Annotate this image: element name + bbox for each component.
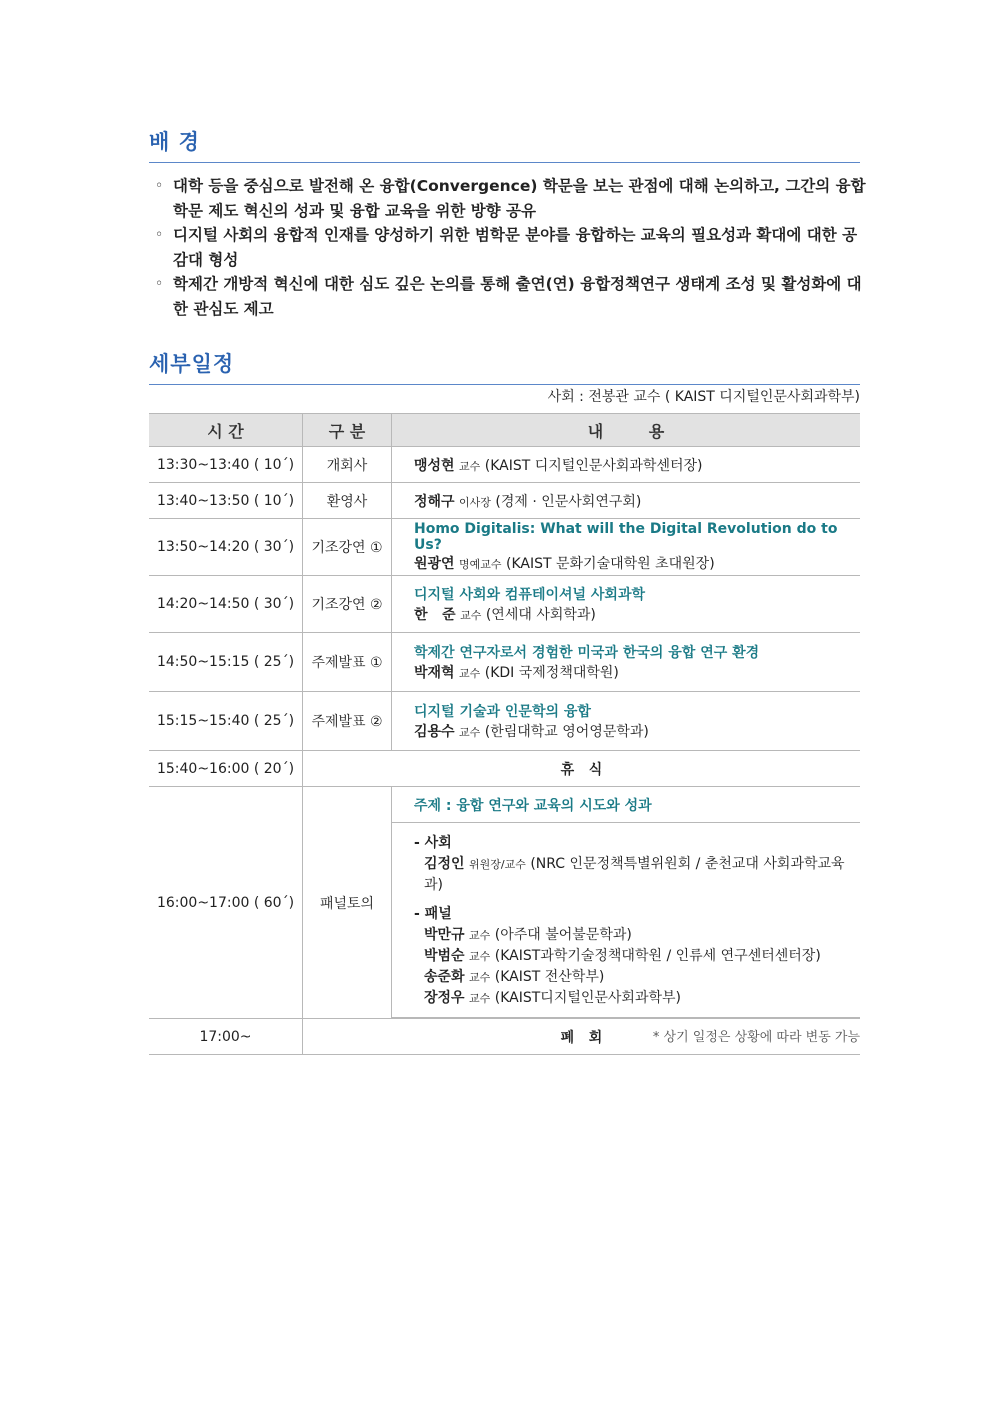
schedule-section-title: 세부일정 [149, 348, 860, 385]
speaker-affiliation: (경제 · 인문사회연구회) [495, 493, 642, 510]
time-cell: 14:20~14:50 ( 30´) [149, 576, 303, 633]
speaker-name: 한 준 [414, 607, 456, 623]
session-title: 디지털 사회와 컴퓨테이셔널 사회과학 [414, 587, 646, 603]
speaker-affiliation: (KAIST디지털인문사회과학부) [494, 990, 681, 1006]
table-row-break [149, 751, 860, 787]
header-content: 내 용 [392, 414, 861, 447]
bullet-icon: ◦ [155, 227, 164, 243]
panelist [414, 988, 860, 1009]
list-item [155, 223, 870, 272]
panelist [414, 925, 860, 946]
speaker-affiliation: (KDI 국제정책대학원) [484, 665, 619, 681]
table-row [149, 633, 860, 692]
speaker-name: 원광연 [414, 556, 455, 572]
list-item [155, 174, 870, 223]
time-cell: 13:50~14:20 ( 30´) [149, 519, 303, 576]
bullet-icon: ◦ [155, 276, 164, 292]
speaker-role: 교수 [459, 459, 481, 473]
category-cell: 패널토의 [303, 787, 392, 1019]
category-cell: 환영사 [303, 483, 392, 519]
panel-moderator-label: - 사회 [414, 835, 452, 851]
bullet-icon: ◦ [155, 178, 164, 194]
speaker-name: 박범순 [424, 948, 465, 964]
category-cell: 주제발표 ① [303, 633, 392, 692]
panel-content-cell [392, 787, 861, 1019]
speaker-role: 이사장 [459, 495, 491, 509]
speaker-role: 교수 [469, 992, 491, 1005]
table-header-row [149, 414, 860, 447]
list-item [155, 272, 870, 321]
table-row [149, 576, 860, 633]
time-cell: 13:30~13:40 ( 10´) [149, 447, 303, 483]
speaker-name: 박만규 [424, 927, 465, 943]
panel-theme: 주제 : 융합 연구와 교육의 시도와 성과 [392, 787, 860, 823]
background-list [155, 174, 870, 321]
speaker-name: 김용수 [414, 724, 455, 740]
header-category: 구 분 [303, 414, 392, 447]
panel-moderator [414, 854, 860, 896]
session-title: 학제간 연구자로서 경험한 미국과 한국의 융합 연구 환경 [414, 645, 760, 661]
table-row [149, 447, 860, 483]
category-cell: 개회사 [303, 447, 392, 483]
category-cell: 기조강연 ① [303, 519, 392, 576]
panel-panelists-label: - 패널 [414, 906, 452, 922]
speaker-affiliation: (연세대 사회학과) [485, 607, 596, 623]
schedule-note: * 상기 일정은 상황에 따라 변동 가능 [652, 1030, 860, 1045]
time-cell: 13:40~13:50 ( 10´) [149, 483, 303, 519]
table-row [149, 519, 860, 576]
schedule-table [149, 413, 860, 1055]
bullet-text: 학제간 개방적 혁신에 대한 심도 깊은 논의를 통해 출연(연) 융합정책연구 생태계 조성 및 활성화에 대한 관심도 제고 [173, 275, 862, 318]
content-cell [392, 633, 861, 692]
panel-inner [392, 787, 860, 1018]
speaker-role: 교수 [459, 667, 481, 680]
content-cell [392, 519, 861, 576]
bullet-text: 디지털 사회의 융합적 인재를 양성하기 위한 범학문 분야를 융합하는 교육의 필요성과 확대에 대한 공감대 형성 [173, 226, 858, 269]
speaker-role: 교수 [469, 950, 491, 963]
speaker-affiliation: (KAIST 문화기술대학원 초대원장) [506, 556, 715, 572]
speaker-name: 송준화 [424, 969, 465, 985]
session-title: 디지털 기술과 인문학의 융합 [414, 704, 591, 720]
session-title: Homo Digitalis: What will the Digital Revolution do to Us? [414, 521, 838, 553]
category-cell: 기조강연 ② [303, 576, 392, 633]
category-cell: 주제발표 ② [303, 692, 392, 751]
speaker-name: 김정인 [424, 856, 465, 872]
panelist [414, 946, 860, 967]
content-cell [392, 483, 861, 519]
background-section-title: 배 경 [149, 126, 860, 163]
moderator-line: 사회 : 전봉관 교수 ( KAIST 디지털인문사회과학부) [547, 389, 860, 405]
speaker-affiliation: (KAIST과학기술정책대학원 / 인류세 연구센터센터장) [494, 948, 821, 964]
table-row-panel [149, 787, 860, 1019]
content-cell [392, 447, 861, 483]
speaker-affiliation: (한림대학교 영어영문학과) [484, 724, 649, 740]
panel-body [392, 823, 860, 1018]
speaker-role: 명예교수 [459, 558, 502, 571]
bullet-text: 대학 등을 중심으로 발전해 온 융합(Convergence) 학문을 보는 관점에 대해 논의하고, 그간의 융합 학문 제도 혁신의 성과 및 융합 교육을 위한 방향 공유 [173, 177, 866, 220]
content-cell [392, 576, 861, 633]
time-cell: 16:00~17:00 ( 60´) [149, 787, 303, 1019]
header-time: 시 간 [149, 414, 303, 447]
break-label: 휴 식 [303, 751, 861, 787]
speaker-affiliation: (KAIST 디지털인문사회과학센터장) [484, 457, 703, 474]
speaker-affiliation: (KAIST 전산학부) [494, 969, 605, 985]
time-cell: 15:40~16:00 ( 20´) [149, 751, 303, 787]
speaker-name: 정해구 [414, 493, 455, 510]
time-cell: 17:00~ [149, 1019, 303, 1055]
speaker-role: 교수 [469, 929, 491, 942]
speaker-role: 교수 [460, 609, 482, 622]
table-row [149, 692, 860, 751]
speaker-role: 교수 [469, 971, 491, 984]
speaker-name: 맹성현 [414, 457, 455, 474]
speaker-name: 장정우 [424, 990, 465, 1006]
time-cell: 15:15~15:40 ( 25´) [149, 692, 303, 751]
content-cell [392, 692, 861, 751]
speaker-role: 교수 [459, 726, 481, 739]
speaker-affiliation: (NRC 인문정책특별위원회 / 춘천교대 사회과학교육과) [424, 856, 845, 893]
speaker-name: 박재혁 [414, 665, 455, 681]
speaker-affiliation: (아주대 불어불문학과) [494, 927, 632, 943]
closing-label: 폐 회 [303, 1019, 861, 1055]
time-cell: 14:50~15:15 ( 25´) [149, 633, 303, 692]
speaker-role: 위원장/교수 [469, 858, 526, 871]
table-row [149, 483, 860, 519]
panelist [414, 967, 860, 988]
